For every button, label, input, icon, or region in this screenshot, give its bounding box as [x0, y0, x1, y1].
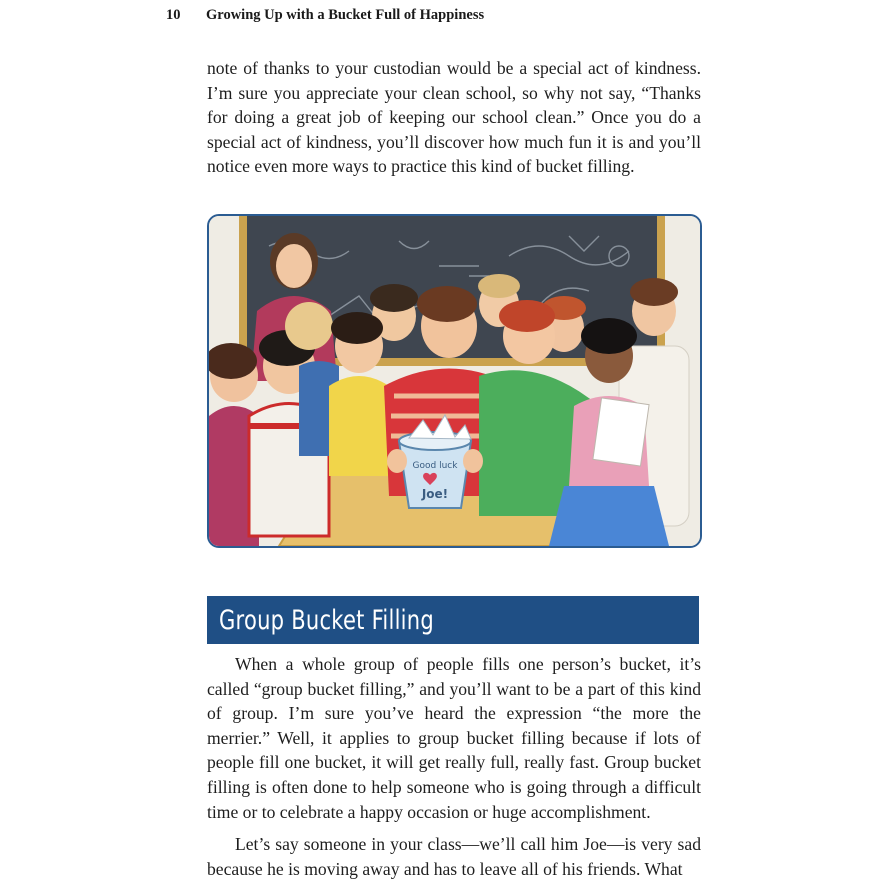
page-number: 10	[166, 7, 181, 23]
paragraph-custodian-note: note of thanks to your custodian would be a special act of kindness. I’m sure you appreciate your clean school, so why not say, “Thanks for doing a great job of keeping our school clean.” Once you do a special act of kindness, you’ll discover how much fun it is and you’ll notice even more ways to practice this kind of bucket filling.	[207, 58, 701, 177]
classroom-scene-drawing	[209, 216, 700, 546]
bucket-label-line-2: Joe!	[421, 487, 449, 501]
section-heading-banner	[207, 596, 699, 644]
running-title: Growing Up with a Bucket Full of Happiness	[206, 7, 485, 23]
paragraph-joe-example: Let’s say someone in your class—we’ll call him Joe—is very sad because he is moving away and has to leave all of his friends. What	[207, 834, 701, 879]
classroom-illustration	[207, 214, 702, 548]
section-heading: Group Bucket Filling	[219, 604, 434, 636]
running-head	[166, 7, 484, 24]
paragraph-group-bucket-filling: When a whole group of people fills one person’s bucket, it’s called “group bucket filling,” and you’ll want to be a part of this kind of group. I’m sure you’ve heard the expression “the more the merrier.” Well, it applies to group bucket filling because if lots of people fill one bucket, it will get really full, really fast. Group bucket filling is often done to help someone who is going through a difficult time or to celebrate a happy occasion or huge accomplishment.	[207, 654, 701, 822]
bucket-label-line-1: Good luck	[412, 461, 458, 471]
